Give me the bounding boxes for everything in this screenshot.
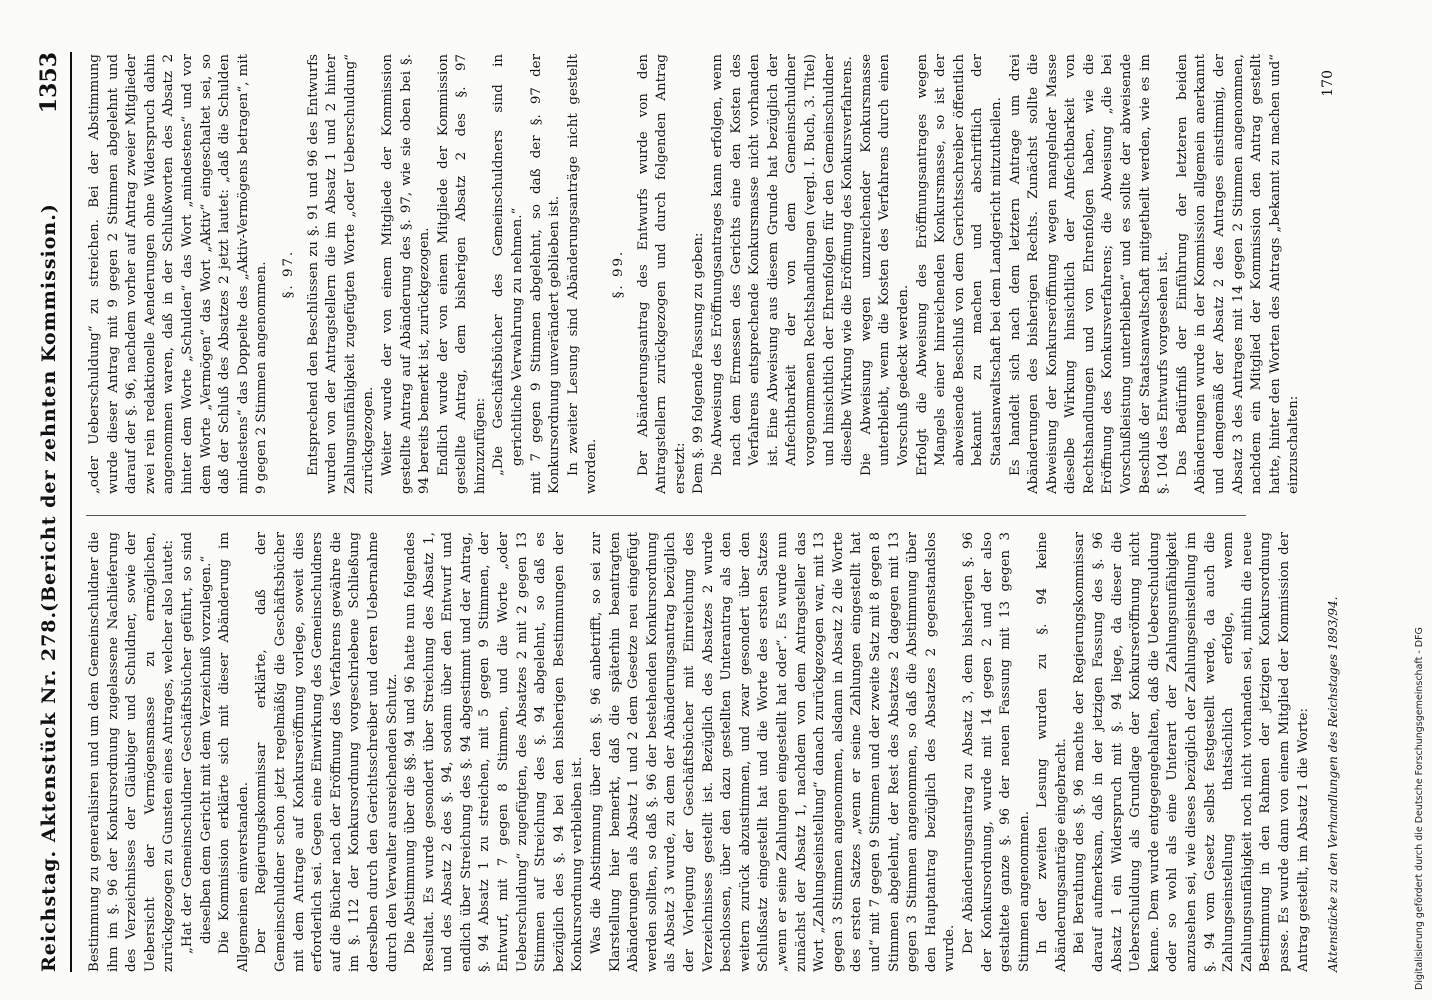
signature-mark: 170: [1320, 70, 1336, 97]
text-column-left: [86, 532, 1316, 972]
paragraph: Dem §. 99 folgende Fassung zu geben:: [691, 232, 707, 494]
section-heading: §. 99.: [611, 249, 627, 299]
paragraph: mit 7 gegen 9 Stimmen abgelehnt, so daß der §. 97 der Konkursordnung unverändert geblieben ist.: [528, 54, 563, 494]
header-title: Reichstag. Aktenstück Nr. 278.: [38, 610, 60, 972]
header-report-name: (Bericht der zehnten Kommission.): [38, 203, 60, 612]
paragraph: Der Regierungskommissar erklärte, daß der Gemeinschuldner schon jetzt regelmäßig die Geschäftsbücher mit dem Antrage auf Konkurseröffnung vorlege, soweit dies erforderlich sei. Gegen eine Einwirkung des Gemeinschuldners auf die Bücher nach der Eröffnung des Verfahrens gewähre die im §. 112 der Konkursordnung vorgeschriebene Schließung derselben durch den Gerichtsschreiber und deren Uebernahme durch den Verwalter ausreichenden Schutz.: [254, 532, 400, 972]
paragraph: Entsprechend den Beschlüssen zu §. 91 und 96 des Entwurfs wurden von der Antragstellern die im Absatz 1 und 2 hinter Zahlungsunfähigkeit zugefügten Worte „oder Ueberschuldung“ zurückgezogen.: [305, 54, 377, 494]
rotated-document-page: [30, 30, 1350, 990]
paragraph: In der zweiten Lesung wurden zu §. 94 keine Abänderungsanträge eingebracht.: [1035, 532, 1069, 972]
paragraph: Die Kommission erklärte sich mit dieser Abänderung im Allgemeinen einverstanden.: [217, 532, 251, 972]
paragraph: Der Abänderungsantrag zu Absatz 3, dem bisherigen §. 96 der Konkursordnung, wurde mit 14 gegen 2 und der also gestaltete ganze §. 96 der neuen Fassung mit 13 gegen 3 Stimmen angenommen.: [960, 532, 1032, 972]
quoted-paragraph: „Die Geschäftsbücher des Gemeinschuldners sind in gerichtliche Verwahrung zu nehmen.“: [491, 54, 526, 476]
paragraph: Bei Berathung des §. 96 machte der Regierungskommissar darauf aufmerksam, daß in der jetzigen Fassung des §. 96 Absatz 1 ein Widerspruch mit §. 94 liege, da dieser die Ueberschuldung als Grundlage der Konkurseröffnung nicht kenne. Dem wurde entgegengehalten, daß die Ueberschuldung oder so wohl als eine Unterart der Zahlungsunfähigkeit anzusehen sei, wie dieses bezüglich der Zahlungseinstellung im §. 94 vom Gesetz selbst festgestellt werde, da auch die Zahlungseinstellung thatsächlich erfolge, wenn Zahlungsunfähigkeit noch nicht vorhanden sei, mithin die neue Bestimmung in den Rahmen der jetzigen Konkursordnung passe. Es wurde dann von einem Mitglied der Kommission der Antrag gestellt, im Absatz 1 die Worte:: [1072, 532, 1311, 972]
paragraph: In zweiter Lesung sind Abänderungsanträge nicht gestellt worden.: [565, 54, 600, 494]
paragraph: Endlich wurde der von einem Mitgliede der Kommission gestellte Antrag, dem bisherigen Absatz 2 des §. 97 hinzuzufügen:: [435, 54, 488, 494]
quoted-paragraph: Erfolgt die Abweisung des Eröffnungsantrages wegen Mangels einer hinreichenden Konkursmasse, so ist der abweisende Beschluß von dem Gerichtsschreiber öffentlich bekannt zu machen und abschriftlich der Staatsanwaltschaft bei dem Landgericht mitzutheilen.: [914, 54, 1004, 476]
paragraph: Es handelt sich nach dem letztern Antrage um drei Abänderungen des bisherigen Rechts. Zunächst sollte die Abweisung der Konkurseröffnung wegen mangelnder Masse dieselbe Wirkung hinsichtlich der Anfechtbarkeit von Rechtshandlungen und von Ehrenfolgen haben, wie die Eröffnung des Konkursverfahrens; die Abweisung „die bei Vorschußleistung unterbleiben“ und es sollte der abweisende Beschluß der Staatsanwaltschaft mitgetheilt werden, wie es im §. 104 des Entwurfs vorgesehen ist.: [1007, 54, 1172, 494]
credit-text: Digitalisierung gefördert durch die Deutsche Forschungsgemeinschaft - DFG: [1414, 627, 1425, 990]
paragraph: „oder Ueberschuldung“ zu streichen. Bei der Abstimmung wurde dieser Antrag mit 9 gegen 2 Stimmen abgelehnt und darauf der §. 96, nachdem vorher auf Antrag zweier Mitglieder zwei rein redaktionelle Aenderungen ohne Widerspruch dahin angenommen waren, daß in der Schlußworten des Absatz 2 hinter dem Worte „Schulden“ das Wort „mindestens“ und vor dem Worte „Vermögen“ das Wort „Aktiv“ eingeschaltet sei, so daß der Schluß des Absatzes 2 jetzt lautet: „daß die Schulden mindestens“ das Doppelte des „Aktiv-Vermögens betragen“, mit 9 gegen 2 Stimmen angenommen.: [87, 54, 270, 494]
paragraph: Das Bedürfniß der Einführung der letzteren beiden Abänderungen wurde in der Kommission allgemein anerkannt und demgemäß der Absatz 2 des Antrages einstimmig, der Absatz 3 des Antrages mit 14 gegen 2 Stimmen angenommen, nachdem ein Mitglied der Kommission den Antrag gestellt hatte, hinter den Worten des Antrags „bekannt zu machen und“ einzuschalten:: [1174, 54, 1302, 494]
quoted-paragraph: „Hat der Gemeinschuldner Geschäftsbücher geführt, so sind dieselben dem Gericht mit dem Verzeichniß vorzulegen.“: [179, 532, 214, 954]
quoted-paragraph: Die Abweisung des Eröffnungsantrages kann erfolgen, wenn nach dem Ermessen des Gerichts eine den Kosten des Verfahrens entsprechende Konkursmasse nicht vorhanden ist. Eine Abweisung aus diesem Grunde hat bezüglich der Anfechtbarkeit der von dem Gemeinschuldner vorgenommenen Rechtshandlungen (vergl. I. Buch, 3. Titel) und hinsichtlich der Ehrenfolgen für den Gemeinschuldner dieselbe Wirkung wie die Eröffnung des Konkursverfahrens.: [710, 54, 856, 476]
section-heading: §. 97.: [280, 249, 296, 299]
digitization-credit: [1400, 0, 1432, 1000]
running-header: [30, 52, 72, 972]
page-number: 1353: [36, 52, 62, 114]
paragraph: Was die Abstimmung über den §. 96 anbetrifft, so sei zur Klarstellung hier bemerkt, daß die späterhin beantragten Abänderungen als Absatz 1 und 2 dem Gesetze neu eingefügt werden sollten, so daß §. 96 der bestehenden Konkursordnung als Absatz 3 wurde, zu dem der Abänderungsantrag bezüglich der Vorlegung der Geschäftsbücher mit Einreichung des Verzeichnisses gestellt ist. Bezüglich des Absatzes 2 wurde beschlossen, über den dazu gestellten Unterantrag als den weitern zurück abzustimmen, und zwar gesondert über den Schlußsatz eingestellt hat und die Worte des ersten Satzes „wenn er seine Zahlungen eingestellt hat oder“. Es wurde nun zunächst der Absatz 1, nachdem von dem Antragsteller das Wort „Zahlungseinstellung“ danach zurückgezogen war, mit 13 gegen 3 Stimmen angenommen, alsdann in Absatz 2 die Worte des ersten Satzes „wenn er seine Zahlungen eingestellt hat und“ mit 7 gegen 9 Stimmen und der zweite Satz mit 8 gegen 8 Stimmen abgelehnt, der Rest des Absatzes 2 dagegen mit 13 gegen 3 Stimmen angenommen, so daß die Abstimmung über den Hauptantrag bezüglich des Absatzes 2 gegenstandslos wurde.: [589, 532, 958, 972]
paragraph: Bestimmung zu generalisiren und um dem Gemeinschuldner die ihm im §. 96 der Konkursordnung zugelassene Nachlieferung des Verzeichnisses der Gläubiger und Schuldner, sowie der Uebersicht der Vermögensmasse zu ermöglichen, zurückgezogen zu Gunsten eines Antrages, welcher also lautet:: [87, 532, 177, 972]
paragraph: Die Abstimmung über die §§. 94 und 96 hatte nun folgendes Resultat. Es wurde gesondert über Streichung des Absatz 1, und des Absatz 2 des §. 94, sodann über den Entwurf und endlich über Streichung des §. 94 abgestimmt und der Antrag, §. 94 Absatz 1 zu streichen, mit 5 gegen 9 Stimmen, der Entwurf, mit 7 gegen 8 Stimmen, und die Worte „oder Ueberschuldung“ zugefügten, des Absatzes 2 mit 2 gegen 13 Stimmen auf Streichung des §. 94 abgelehnt, so daß es bezüglich des §. 94 bei den bisherigen Bestimmungen der Konkursordnung verbleiben ist.: [403, 532, 586, 972]
text-column-right: [86, 54, 1316, 494]
footnote: Aktenstücke zu den Verhandlungen des Reichstages 1893/94.: [1326, 596, 1340, 972]
column-divider: [86, 515, 1246, 516]
paragraph: Weiter wurde der von einem Mitgliede der Kommission gestellte Antrag auf Abänderung des §. 97, wie sie oben bei §. 94 bereits bemerkt ist, zurückgezogen.: [379, 54, 433, 494]
paragraph: Der Abänderungsantrag des Entwurfs wurde von den Antragstellern zurückgezogen und durch folgenden Antrag ersetzt:: [635, 54, 688, 494]
quoted-paragraph: Die Abweisung wegen unzureichender Konkursmasse unterbleibt, wenn die Kosten des Verfahrens durch einen Vorschuß gedeckt werden.: [858, 54, 911, 476]
